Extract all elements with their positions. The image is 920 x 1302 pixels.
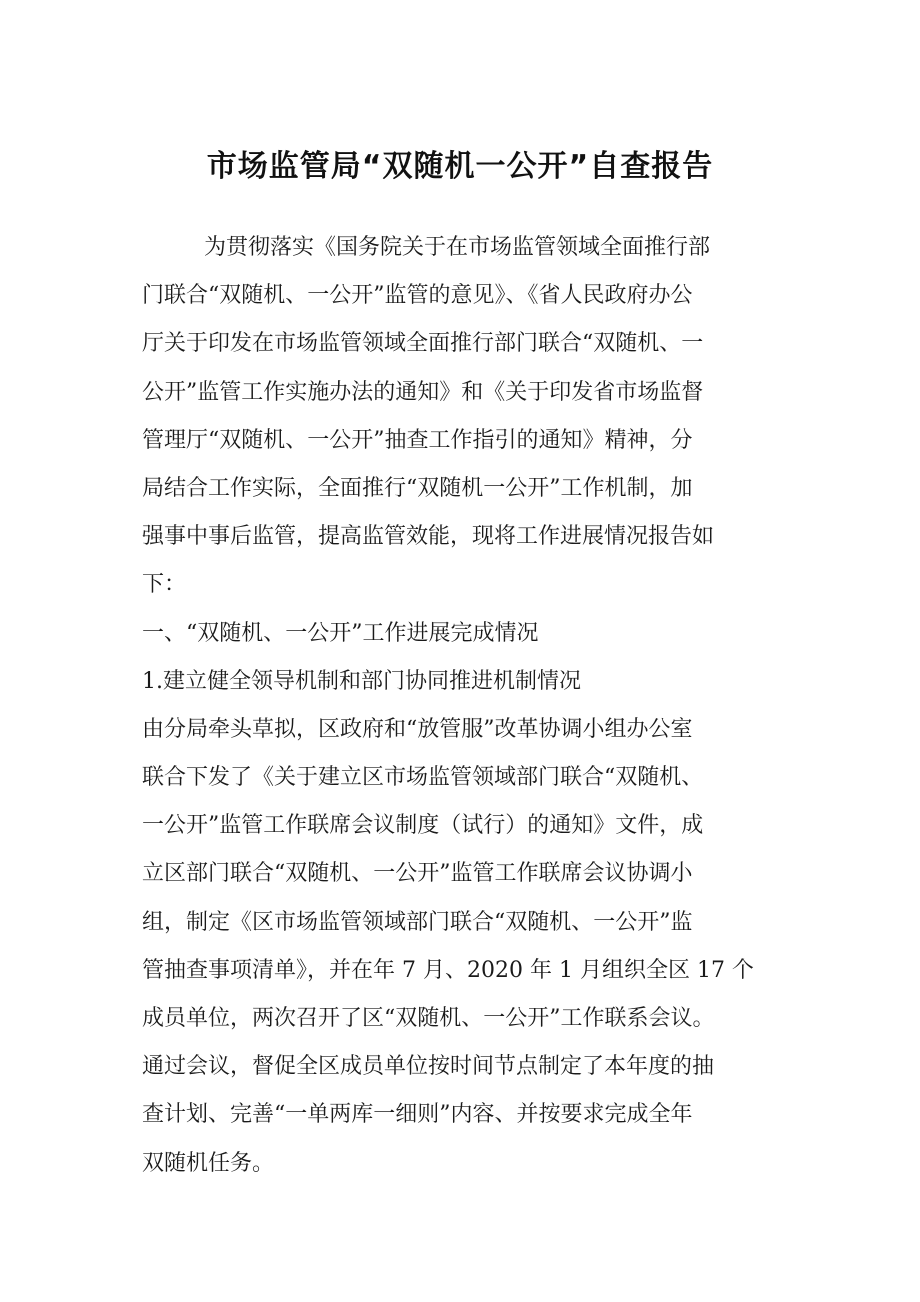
paragraph-line: 成员单位，两次召开了区“双随机、一公开”工作联系会议。 [142,1006,715,1031]
document-body [142,224,782,1188]
paragraph-line: 管理厅“双随机、一公开”抽查工作指引的通知》精神，分 [142,427,693,453]
paragraph-line: 立区部门联合“双随机、一公开”监管工作联席会议协调小 [142,861,693,887]
paragraph-line: 局结合工作实际，全面推行“双随机一公开”工作机制，加 [142,475,693,501]
paragraph-line: 由分局牵头草拟，区政府和“放管服”改革协调小组办公室 [142,716,693,742]
paragraph-line: 组，制定《区市场监管领域部门联合“双随机、一公开”监 [142,909,693,935]
paragraph-line: 联合下发了《关于建立区市场监管领域部门联合“双随机、 [142,765,704,791]
paragraph-line: 双随机任务。 [142,1150,275,1176]
paragraph-line: 下： [142,572,187,598]
paragraph-line: 一公开”监管工作联席会议制度（试行）的通知》文件，成 [142,813,704,839]
paragraph-line: 为贯彻落实《国务院关于在市场监管领域全面推行部 [204,235,711,260]
paragraph-line: 强事中事后监管，提高监管效能，现将工作进展情况报告如 [142,524,715,550]
subsection-heading: 1.建立健全领导机制和部门协同推进机制情况 [142,668,581,694]
paragraph-line: 通过会议，督促全区成员单位按时间节点制定了本年度的抽 [142,1054,715,1080]
paragraph-line: 管抽查事项清单》，并在年 7 月、2020 年 1 月组织全区 17 个 [142,957,754,983]
paragraph-line: 公开”监管工作实施办法的通知》和《关于印发省市场监督 [142,379,704,405]
document-title: 市场监管局“双随机一公开”自查报告 [206,149,714,184]
paragraph-line: 查计划、完善“一单两库一细则”内容、并按要求完成全年 [142,1102,693,1128]
paragraph-line: 门联合“双随机、一公开”监管的意见》、《省人民政府办公 [142,283,693,309]
paragraph-line: 厅关于印发在市场监管领域全面推行部门联合“双随机、一 [142,331,704,357]
section-heading: 一、“双随机、一公开”工作进展完成情况 [142,620,539,646]
